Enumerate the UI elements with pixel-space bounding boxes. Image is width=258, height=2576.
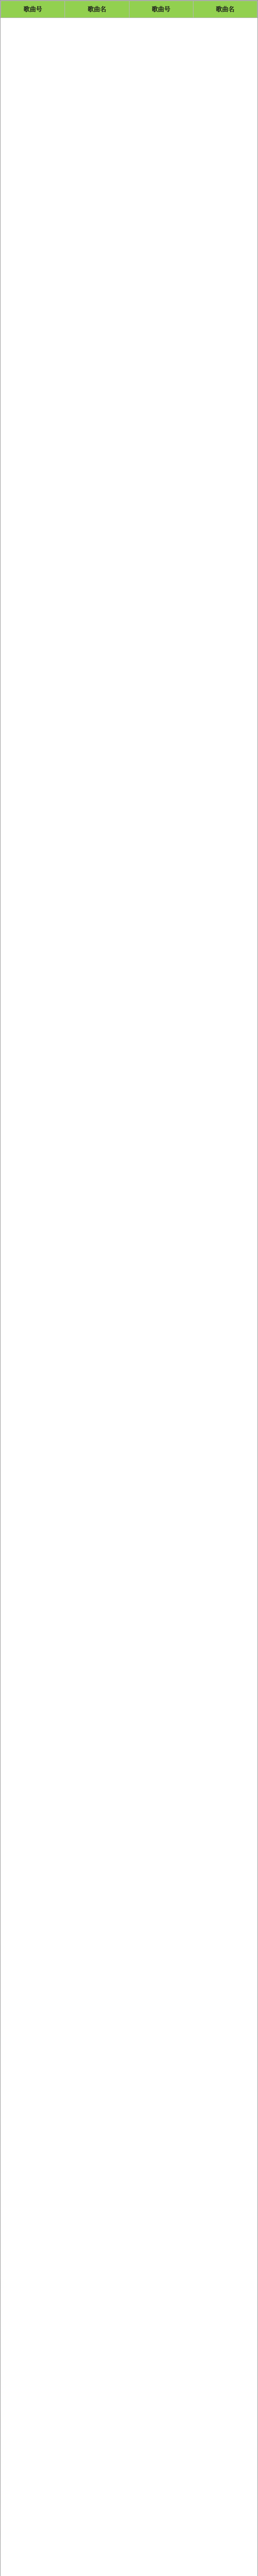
header-song-name-1: 歌曲名 [65, 1, 129, 18]
header-song-number-1: 歌曲号 [1, 1, 65, 18]
header-song-name-2: 歌曲名 [193, 1, 257, 18]
header-song-number-2: 歌曲号 [129, 1, 193, 18]
table-header-row [1, 1, 257, 18]
song-table [1, 1, 257, 18]
